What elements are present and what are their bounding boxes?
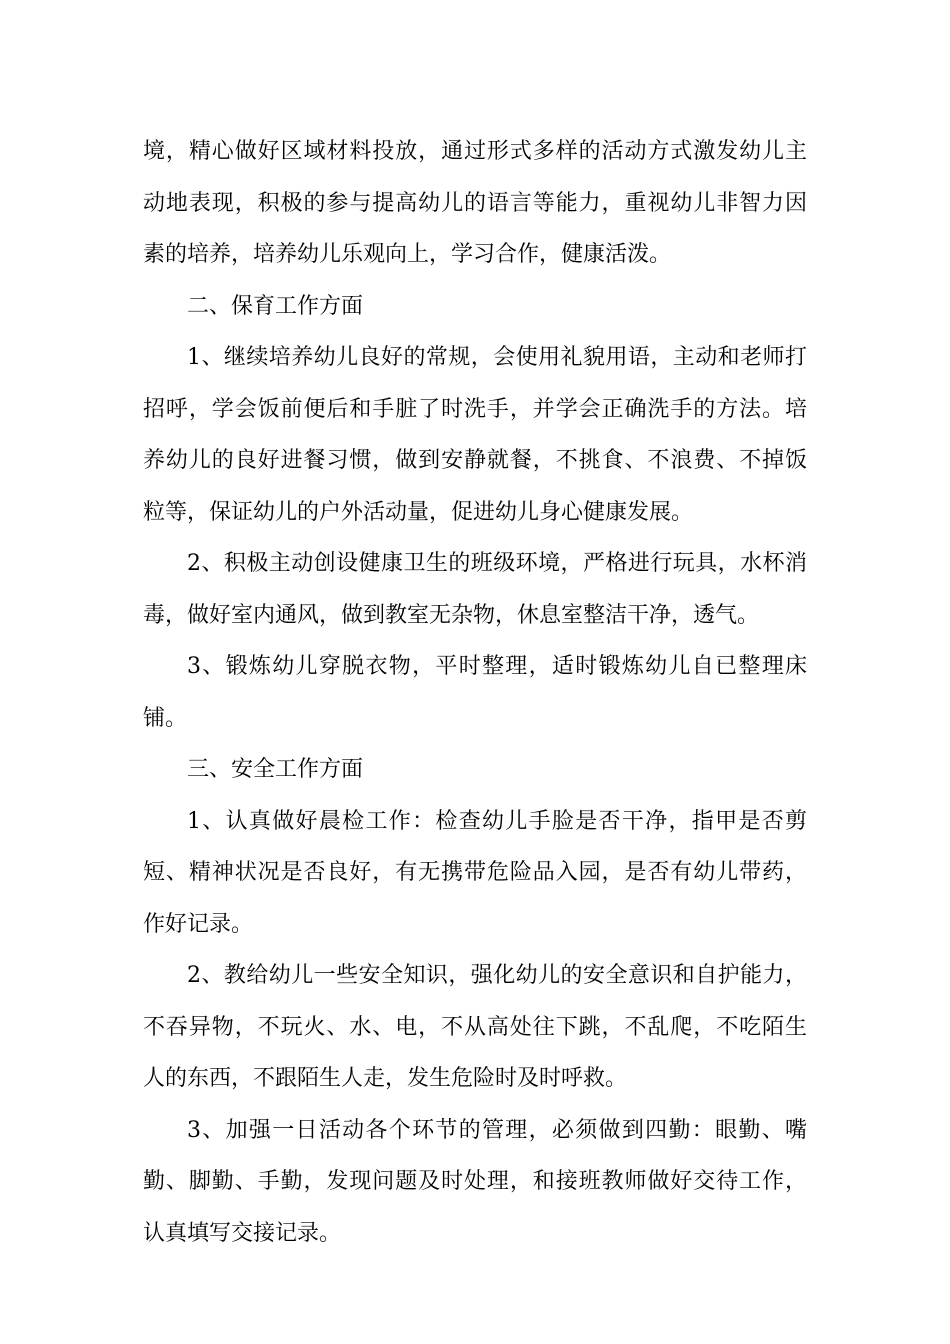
document-body (143, 126, 807, 1259)
paragraph-safety-1 (143, 796, 807, 951)
text-line: 短、精神状况是否良好，有无携带危险品入园，是否有幼儿带药， (143, 860, 807, 885)
text-line: 铺。 (143, 705, 188, 731)
text-line: 粒等，保证幼儿的户外活动量，促进幼儿身心健康发展。 (143, 499, 694, 525)
text-line: 动地表现，积极的参与提高幼儿的语言等能力，重视幼儿非智力因 (143, 190, 807, 216)
text-line: 作好记录。 (143, 911, 254, 937)
paragraph-childcare-2 (143, 538, 807, 641)
paragraph-safety-3 (143, 1105, 807, 1260)
section-heading-safety (143, 744, 807, 796)
heading-text: 三、安全工作方面 (187, 757, 364, 782)
text-line: 素的培养，培养幼儿乐观向上，学习合作，健康活泼。 (143, 242, 672, 267)
text-line: 勤、脚勤、手勤，发现问题及时处理，和接班教师做好交待工作， (143, 1169, 807, 1194)
text-line: 3、锻炼幼儿穿脱衣物，平时整理，适时锻炼幼儿自已整理床 (187, 654, 807, 679)
text-line: 毒，做好室内通风，做到教室无杂物，休息室整洁干净，透气。 (143, 602, 760, 628)
text-line: 2、积极主动创设健康卫生的班级环境，严格进行玩具，水杯消 (187, 551, 807, 576)
text-line: 3、加强一日活动各个环节的管理，必须做到四勤：眼勤、嘴 (187, 1117, 807, 1143)
text-line: 养幼儿的良好进餐习惯，做到安静就餐，不挑食、不浪费、不掉饭 (143, 448, 807, 473)
section-heading-childcare (143, 281, 807, 333)
text-line: 人的东西，不跟陌生人走，发生危险时及时呼救。 (143, 1066, 628, 1091)
text-line: 不吞异物，不玩火、水、电，不从高处往下跳，不乱爬，不吃陌生 (143, 1014, 807, 1040)
text-line: 2、教给幼儿一些安全知识，强化幼儿的安全意识和自护能力， (187, 963, 807, 988)
text-line: 1、认真做好晨检工作：检查幼儿手脸是否干净，指甲是否剪 (187, 808, 807, 834)
paragraph-continued (143, 126, 807, 281)
text-line: 招呼，学会饭前便后和手脏了时洗手，并学会正确洗手的方法。培 (143, 396, 807, 422)
text-line: 1、继续培养幼儿良好的常规，会使用礼貌用语，主动和老师打 (187, 345, 807, 370)
paragraph-childcare-3 (143, 641, 807, 744)
paragraph-safety-2 (143, 950, 807, 1105)
text-line: 认真填写交接记录。 (143, 1220, 342, 1246)
paragraph-childcare-1 (143, 332, 807, 538)
text-line: 境，精心做好区域材料投放，通过形式多样的活动方式激发幼儿主 (143, 139, 807, 164)
heading-text: 二、保育工作方面 (187, 293, 364, 319)
